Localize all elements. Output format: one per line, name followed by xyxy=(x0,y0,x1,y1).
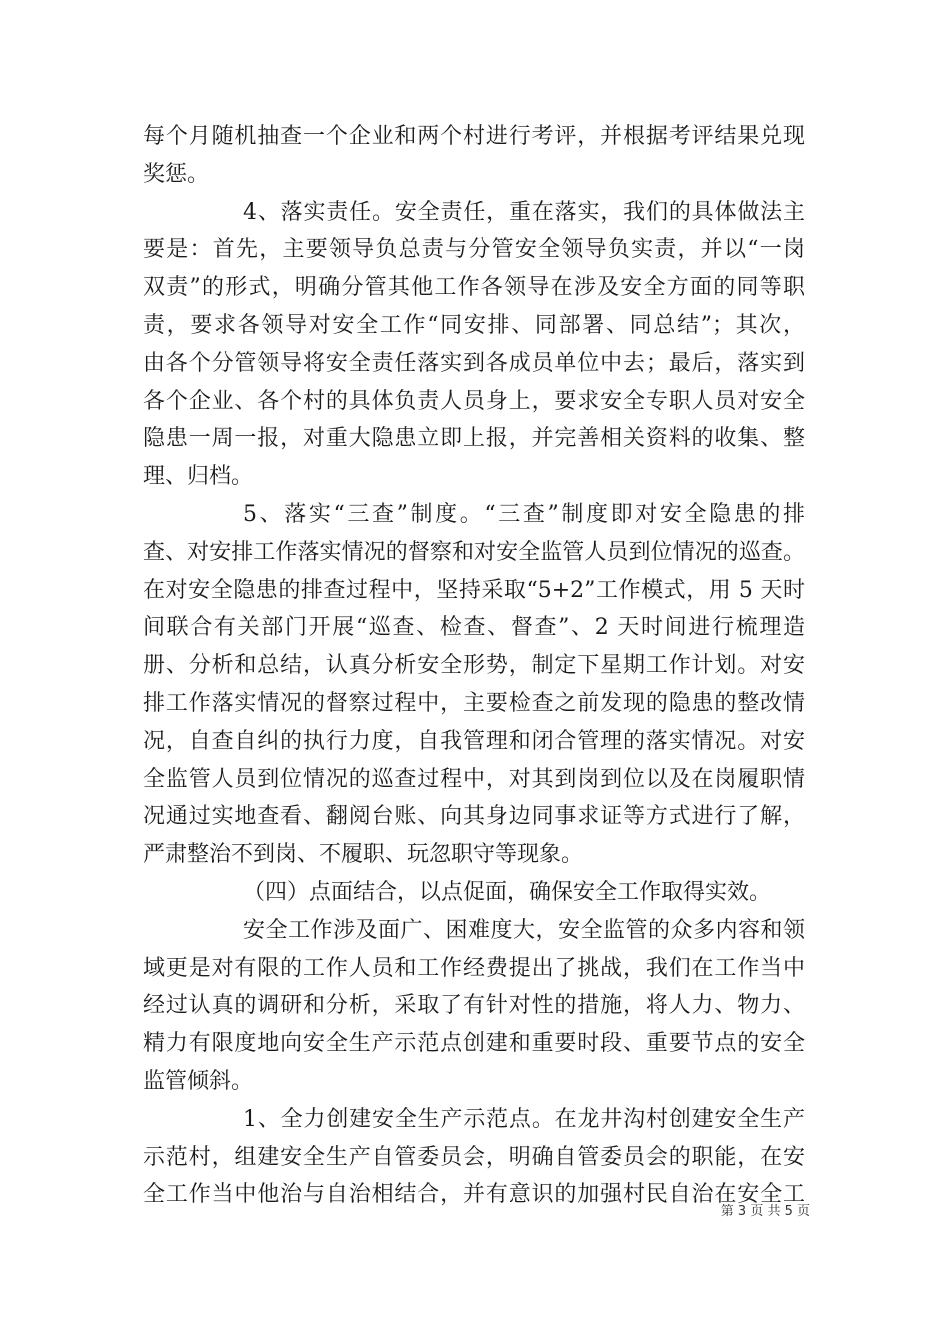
text-line: 全工作当中他治与自治相结合，并有意识的加强村民自治在安全工 xyxy=(143,1182,805,1208)
text-line: 要是：首先，主要领导负总责与分管安全领导负实责，并以“一岗 xyxy=(143,237,805,263)
document-body xyxy=(143,118,805,1214)
text-line: 1、全力创建安全生产示范点。在龙井沟村创建安全生产 xyxy=(243,1106,805,1132)
text-line: 由各个分管领导将安全责任落实到各成员单位中去；最后，落实到 xyxy=(143,350,805,376)
text-line: 在对安全隐患的排查过程中，坚持采取“5+2”工作模式，用 5 天时 xyxy=(143,577,805,603)
text-line: 责，要求各领导对安全工作“同安排、同部署、同总结”；其次， xyxy=(143,312,805,338)
text-line: 4、落实责任。安全责任，重在落实，我们的具体做法主 xyxy=(243,199,805,225)
text-line: 各个企业、各个村的具体负责人员身上，要求安全专职人员对安全 xyxy=(143,388,805,414)
text-line: 间联合有关部门开展“巡查、检查、督查”、2 天时间进行梳理造 xyxy=(143,615,805,641)
text-line: 安全工作涉及面广、困难度大，安全监管的众多内容和领 xyxy=(243,917,805,943)
page-number-footer: 第 3 页 共 5 页 xyxy=(720,1204,810,1219)
text-line: 查、对安排工作落实情况的督察和对安全监管人员到位情况的巡查。 xyxy=(143,539,805,565)
text-line: 册、分析和总结，认真分析安全形势，制定下星期工作计划。对安 xyxy=(143,653,805,679)
text-line: 监管倾斜。 xyxy=(143,1068,254,1094)
text-line: 全监管人员到位情况的巡查过程中，对其到岗到位以及在岗履职情 xyxy=(143,766,805,792)
text-line: 理、归档。 xyxy=(143,464,254,490)
text-line: 精力有限度地向安全生产示范点创建和重要时段、重要节点的安全 xyxy=(143,1031,805,1057)
text-line: 况通过实地查看、翻阅台账、向其身边同事求证等方式进行了解， xyxy=(143,804,805,830)
text-line: 况，自查自纠的执行力度，自我管理和闭合管理的落实情况。对安 xyxy=(143,728,805,754)
text-line: 隐患一周一报，对重大隐患立即上报，并完善相关资料的收集、整 xyxy=(143,426,805,452)
text-line: 示范村，组建安全生产自管委员会，明确自管委员会的职能，在安 xyxy=(143,1144,805,1170)
text-line: 经过认真的调研和分析，采取了有针对性的措施，将人力、物力、 xyxy=(143,993,805,1019)
text-line: 域更是对有限的工作人员和工作经费提出了挑战，我们在工作当中 xyxy=(143,955,805,981)
text-line: 双责”的形式，明确分管其他工作各领导在涉及安全方面的同等职 xyxy=(143,275,805,301)
text-line: 排工作落实情况的督察过程中，主要检查之前发现的隐患的整改情 xyxy=(143,690,805,716)
text-line: 每个月随机抽查一个企业和两个村进行考评，并根据考评结果兑现 xyxy=(143,124,805,149)
text-line: 奖惩。 xyxy=(143,161,210,187)
text-line: 5、落实“三查”制度。“三查”制度即对安全隐患的排 xyxy=(243,501,805,527)
text-line: （四）点面结合，以点促面，确保安全工作取得实效。 xyxy=(243,879,772,905)
text-line: 严肃整治不到岗、不履职、玩忽职守等现象。 xyxy=(143,842,584,868)
